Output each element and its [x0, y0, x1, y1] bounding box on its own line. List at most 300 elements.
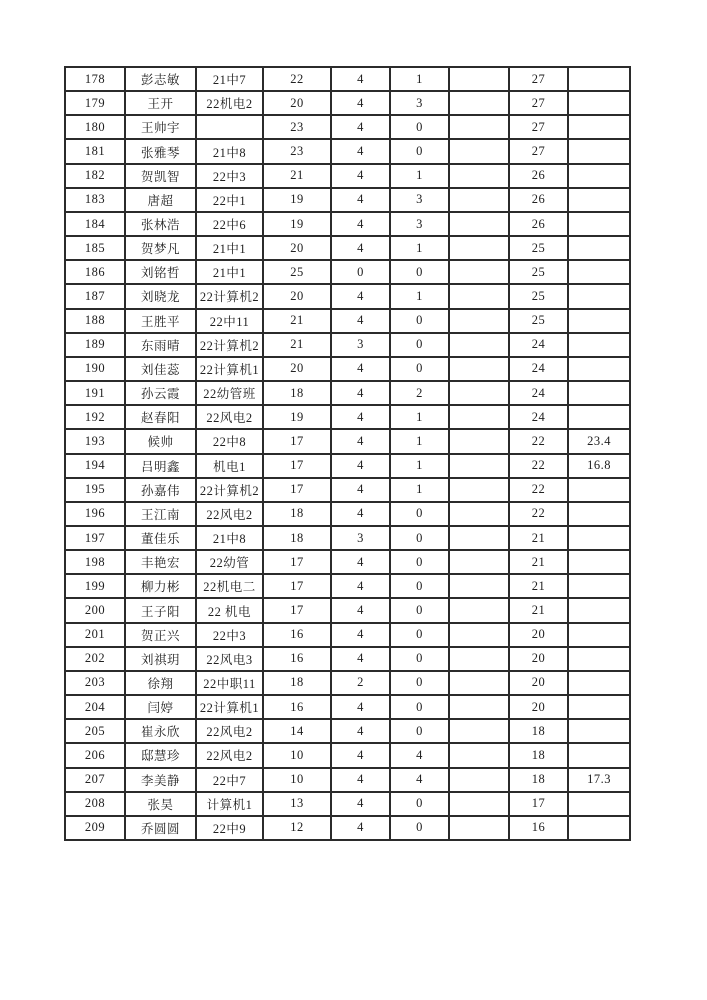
- table-row: [65, 139, 630, 163]
- table-cell: 4: [331, 816, 390, 840]
- table-cell: [449, 405, 509, 429]
- table-cell: 184: [65, 212, 125, 236]
- table-cell: 丰艳宏: [125, 550, 196, 574]
- table-cell: 计算机1: [196, 792, 263, 816]
- table-cell: 22机电2: [196, 91, 263, 115]
- table-cell: [449, 333, 509, 357]
- table-cell: 181: [65, 139, 125, 163]
- table-cell: 乔圆圆: [125, 816, 196, 840]
- table-cell: 贺凯智: [125, 164, 196, 188]
- table-cell: [568, 188, 630, 212]
- table-cell: [449, 357, 509, 381]
- table-row: [65, 91, 630, 115]
- table-cell: 4: [331, 381, 390, 405]
- table-cell: [568, 91, 630, 115]
- table-cell: 194: [65, 454, 125, 478]
- table-cell: 179: [65, 91, 125, 115]
- table-cell: [568, 405, 630, 429]
- table-cell: 0: [390, 502, 449, 526]
- table-cell: 22: [509, 454, 568, 478]
- table-cell: 16.8: [568, 454, 630, 478]
- table-cell: 22风电2: [196, 502, 263, 526]
- table-cell: 22计算机2: [196, 478, 263, 502]
- table-row: [65, 550, 630, 574]
- table-cell: [568, 357, 630, 381]
- table-cell: 崔永欣: [125, 719, 196, 743]
- table-cell: 17: [263, 454, 331, 478]
- table-cell: [449, 454, 509, 478]
- table-row: [65, 67, 630, 91]
- table-row: [65, 212, 630, 236]
- table-cell: 22计算机2: [196, 333, 263, 357]
- table-cell: 189: [65, 333, 125, 357]
- table-cell: 21: [263, 309, 331, 333]
- table-cell: 18: [263, 381, 331, 405]
- table-cell: 17: [263, 598, 331, 622]
- table-cell: 207: [65, 768, 125, 792]
- table-cell: [568, 284, 630, 308]
- table-cell: 0: [390, 695, 449, 719]
- table-cell: 4: [390, 743, 449, 767]
- table-cell: [568, 695, 630, 719]
- table-cell: 22中职11: [196, 671, 263, 695]
- table-cell: 4: [331, 478, 390, 502]
- table-cell: 23: [263, 139, 331, 163]
- table-cell: 22风电2: [196, 743, 263, 767]
- table-cell: 4: [331, 574, 390, 598]
- table-cell: 4: [331, 792, 390, 816]
- table-cell: 22幼管班: [196, 381, 263, 405]
- table-cell: 16: [263, 647, 331, 671]
- table-cell: 25: [509, 236, 568, 260]
- table-cell: [449, 115, 509, 139]
- table-cell: 16: [509, 816, 568, 840]
- table-row: [65, 526, 630, 550]
- table-cell: 李美静: [125, 768, 196, 792]
- table-cell: 22中6: [196, 212, 263, 236]
- table-cell: 22风电2: [196, 405, 263, 429]
- table-cell: 3: [390, 212, 449, 236]
- table-row: [65, 333, 630, 357]
- table-cell: 180: [65, 115, 125, 139]
- table-cell: 刘佳蕊: [125, 357, 196, 381]
- table-cell: 19: [263, 405, 331, 429]
- table-cell: 4: [331, 768, 390, 792]
- table-cell: 4: [331, 719, 390, 743]
- table-cell: 22 机电: [196, 598, 263, 622]
- table-cell: 4: [331, 598, 390, 622]
- table-cell: 王江南: [125, 502, 196, 526]
- table-cell: 22风电3: [196, 647, 263, 671]
- table-cell: 10: [263, 743, 331, 767]
- table-cell: 20: [509, 671, 568, 695]
- table-cell: 2: [331, 671, 390, 695]
- table-cell: 邸慧珍: [125, 743, 196, 767]
- table-cell: [568, 743, 630, 767]
- table-cell: 4: [331, 212, 390, 236]
- table-cell: 2: [390, 381, 449, 405]
- table-cell: 27: [509, 91, 568, 115]
- table-cell: [196, 115, 263, 139]
- table-cell: 24: [509, 405, 568, 429]
- table-row: [65, 405, 630, 429]
- table-cell: 4: [390, 768, 449, 792]
- table-row: [65, 429, 630, 453]
- table-cell: 4: [331, 164, 390, 188]
- table-cell: 191: [65, 381, 125, 405]
- table-cell: 16: [263, 695, 331, 719]
- table-cell: [449, 671, 509, 695]
- table-cell: 吕明鑫: [125, 454, 196, 478]
- table-cell: 20: [509, 695, 568, 719]
- table-cell: 18: [263, 526, 331, 550]
- table-cell: 贺正兴: [125, 623, 196, 647]
- table-cell: [568, 816, 630, 840]
- table-cell: 22中8: [196, 429, 263, 453]
- table-cell: 195: [65, 478, 125, 502]
- table-cell: 21: [263, 164, 331, 188]
- table-cell: 0: [390, 719, 449, 743]
- table-cell: 贺梦凡: [125, 236, 196, 260]
- table-row: [65, 647, 630, 671]
- table-cell: [449, 792, 509, 816]
- table-cell: 27: [509, 67, 568, 91]
- table-cell: 208: [65, 792, 125, 816]
- table-cell: 王胜平: [125, 309, 196, 333]
- table-cell: 4: [331, 188, 390, 212]
- table-cell: 0: [390, 792, 449, 816]
- table-cell: 22: [263, 67, 331, 91]
- table-row: [65, 115, 630, 139]
- table-cell: [449, 695, 509, 719]
- table-cell: 192: [65, 405, 125, 429]
- table-row: [65, 357, 630, 381]
- table-cell: 190: [65, 357, 125, 381]
- table-cell: 3: [331, 333, 390, 357]
- table-cell: 4: [331, 91, 390, 115]
- table-cell: 1: [390, 454, 449, 478]
- table-row: [65, 478, 630, 502]
- table-cell: 0: [390, 623, 449, 647]
- table-cell: 21中8: [196, 139, 263, 163]
- table-cell: 0: [390, 550, 449, 574]
- table-cell: 18: [509, 768, 568, 792]
- table-cell: [449, 623, 509, 647]
- table-cell: 柳力彬: [125, 574, 196, 598]
- table-cell: 19: [263, 188, 331, 212]
- table-cell: 4: [331, 647, 390, 671]
- table-cell: [568, 502, 630, 526]
- table-cell: 20: [263, 357, 331, 381]
- table-cell: 闫婷: [125, 695, 196, 719]
- table-cell: 21中8: [196, 526, 263, 550]
- table-cell: 206: [65, 743, 125, 767]
- table-row: [65, 574, 630, 598]
- table-cell: [568, 719, 630, 743]
- table-cell: 200: [65, 598, 125, 622]
- table-cell: 0: [390, 260, 449, 284]
- table-cell: [449, 67, 509, 91]
- table-cell: [449, 768, 509, 792]
- table-cell: 22计算机2: [196, 284, 263, 308]
- table-cell: 20: [263, 91, 331, 115]
- table-cell: 0: [331, 260, 390, 284]
- table-cell: 199: [65, 574, 125, 598]
- table-cell: 22中9: [196, 816, 263, 840]
- table-cell: [568, 792, 630, 816]
- table-cell: [449, 260, 509, 284]
- table-cell: 4: [331, 429, 390, 453]
- table-cell: [568, 139, 630, 163]
- table-cell: [568, 478, 630, 502]
- table-cell: 0: [390, 671, 449, 695]
- table-cell: 20: [509, 647, 568, 671]
- table-cell: 徐翔: [125, 671, 196, 695]
- table-cell: 18: [263, 671, 331, 695]
- table-cell: [449, 478, 509, 502]
- table-row: [65, 792, 630, 816]
- table-cell: 22中7: [196, 768, 263, 792]
- table-row: [65, 671, 630, 695]
- table-row: [65, 623, 630, 647]
- table-cell: 198: [65, 550, 125, 574]
- table-cell: 22: [509, 429, 568, 453]
- table-cell: 26: [509, 188, 568, 212]
- table-cell: 17: [263, 574, 331, 598]
- table-cell: 0: [390, 309, 449, 333]
- table-cell: [568, 67, 630, 91]
- table-cell: [568, 526, 630, 550]
- table-cell: [449, 502, 509, 526]
- table-cell: 4: [331, 139, 390, 163]
- table-cell: 0: [390, 816, 449, 840]
- table-cell: 4: [331, 623, 390, 647]
- table-cell: 17: [509, 792, 568, 816]
- table-cell: [449, 647, 509, 671]
- table-cell: 17: [263, 550, 331, 574]
- table-cell: [568, 671, 630, 695]
- table-row: [65, 719, 630, 743]
- table-cell: [449, 139, 509, 163]
- table-cell: 21中1: [196, 260, 263, 284]
- table-cell: 17: [263, 478, 331, 502]
- table-cell: 197: [65, 526, 125, 550]
- table-cell: 彭志敏: [125, 67, 196, 91]
- table-cell: 孙云霞: [125, 381, 196, 405]
- table-cell: 1: [390, 236, 449, 260]
- table-row: [65, 260, 630, 284]
- table-row: [65, 768, 630, 792]
- table-cell: [568, 309, 630, 333]
- table-cell: 18: [509, 743, 568, 767]
- table-cell: 18: [263, 502, 331, 526]
- table-cell: 21中7: [196, 67, 263, 91]
- table-cell: 20: [263, 284, 331, 308]
- table-cell: 202: [65, 647, 125, 671]
- table-cell: [449, 309, 509, 333]
- table-cell: [568, 164, 630, 188]
- table-cell: 0: [390, 115, 449, 139]
- table-cell: 4: [331, 695, 390, 719]
- table-cell: 东雨晴: [125, 333, 196, 357]
- table-cell: 4: [331, 67, 390, 91]
- table-cell: 4: [331, 502, 390, 526]
- table-cell: 22中1: [196, 188, 263, 212]
- table-cell: 董佳乐: [125, 526, 196, 550]
- table-row: [65, 236, 630, 260]
- table-cell: 204: [65, 695, 125, 719]
- table-cell: 1: [390, 164, 449, 188]
- table-cell: 205: [65, 719, 125, 743]
- table-cell: 203: [65, 671, 125, 695]
- table-cell: 张昊: [125, 792, 196, 816]
- table-row: [65, 598, 630, 622]
- table-cell: [568, 623, 630, 647]
- table-cell: 21: [509, 550, 568, 574]
- table-cell: 10: [263, 768, 331, 792]
- table-cell: 4: [331, 357, 390, 381]
- table-cell: 19: [263, 212, 331, 236]
- table-cell: 22中11: [196, 309, 263, 333]
- table-cell: [449, 598, 509, 622]
- table-cell: 候帅: [125, 429, 196, 453]
- table-cell: 3: [331, 526, 390, 550]
- table-row: [65, 309, 630, 333]
- table-cell: 22计算机1: [196, 695, 263, 719]
- table-cell: 4: [331, 454, 390, 478]
- table-cell: 4: [331, 550, 390, 574]
- table-cell: 王帅宇: [125, 115, 196, 139]
- table-cell: 赵春阳: [125, 405, 196, 429]
- table-cell: 4: [331, 309, 390, 333]
- table-cell: 22: [509, 478, 568, 502]
- table-cell: [449, 381, 509, 405]
- table-cell: 17: [263, 429, 331, 453]
- table-cell: 27: [509, 139, 568, 163]
- table-cell: 22中3: [196, 623, 263, 647]
- table-cell: 1: [390, 67, 449, 91]
- table-cell: [568, 260, 630, 284]
- table-cell: 4: [331, 236, 390, 260]
- table-cell: 193: [65, 429, 125, 453]
- table-cell: 22幼管: [196, 550, 263, 574]
- table-cell: [568, 574, 630, 598]
- table-cell: [449, 550, 509, 574]
- table-cell: 21中1: [196, 236, 263, 260]
- table-cell: 0: [390, 526, 449, 550]
- table-cell: 13: [263, 792, 331, 816]
- table-cell: 178: [65, 67, 125, 91]
- table-cell: 22机电二: [196, 574, 263, 598]
- table-cell: [568, 333, 630, 357]
- table-cell: 22: [509, 502, 568, 526]
- table-cell: [568, 212, 630, 236]
- table-cell: 张林浩: [125, 212, 196, 236]
- table-cell: [568, 115, 630, 139]
- table-cell: [449, 188, 509, 212]
- table-cell: 王开: [125, 91, 196, 115]
- table-cell: 刘铭哲: [125, 260, 196, 284]
- table-cell: 187: [65, 284, 125, 308]
- table-cell: 24: [509, 333, 568, 357]
- table-row: [65, 743, 630, 767]
- table-cell: 24: [509, 357, 568, 381]
- table-cell: [449, 816, 509, 840]
- table-cell: 185: [65, 236, 125, 260]
- table-cell: 23.4: [568, 429, 630, 453]
- table-row: [65, 284, 630, 308]
- table-row: [65, 816, 630, 840]
- table-cell: 张雅琴: [125, 139, 196, 163]
- table-cell: [449, 91, 509, 115]
- table-cell: 16: [263, 623, 331, 647]
- table-cell: 20: [509, 623, 568, 647]
- table-cell: [449, 526, 509, 550]
- table-cell: 188: [65, 309, 125, 333]
- table-cell: [449, 743, 509, 767]
- table-cell: 22计算机1: [196, 357, 263, 381]
- table-cell: 机电1: [196, 454, 263, 478]
- table-cell: [568, 236, 630, 260]
- table-cell: 0: [390, 139, 449, 163]
- table-cell: 26: [509, 212, 568, 236]
- table-cell: 1: [390, 284, 449, 308]
- table-row: [65, 695, 630, 719]
- table-cell: [568, 598, 630, 622]
- table-cell: [449, 284, 509, 308]
- table-cell: 王子阳: [125, 598, 196, 622]
- table-cell: [568, 647, 630, 671]
- table-row: [65, 164, 630, 188]
- table-row: [65, 188, 630, 212]
- table-cell: 25: [509, 284, 568, 308]
- table-cell: [449, 574, 509, 598]
- table-cell: 0: [390, 574, 449, 598]
- table-cell: [449, 212, 509, 236]
- table-cell: 25: [509, 309, 568, 333]
- table-cell: 18: [509, 719, 568, 743]
- table-cell: [449, 429, 509, 453]
- table-cell: 209: [65, 816, 125, 840]
- table-cell: 26: [509, 164, 568, 188]
- table-cell: 182: [65, 164, 125, 188]
- table-cell: 12: [263, 816, 331, 840]
- table-cell: 25: [263, 260, 331, 284]
- table-cell: 24: [509, 381, 568, 405]
- table-row: [65, 381, 630, 405]
- table-cell: 21: [509, 526, 568, 550]
- table-cell: 22风电2: [196, 719, 263, 743]
- table-cell: 27: [509, 115, 568, 139]
- table-cell: 21: [509, 574, 568, 598]
- table-cell: 1: [390, 429, 449, 453]
- table-cell: 4: [331, 115, 390, 139]
- table-cell: 14: [263, 719, 331, 743]
- table-cell: 183: [65, 188, 125, 212]
- table-cell: 0: [390, 598, 449, 622]
- table-cell: 22中3: [196, 164, 263, 188]
- table-cell: 196: [65, 502, 125, 526]
- table-cell: 25: [509, 260, 568, 284]
- table-cell: 0: [390, 333, 449, 357]
- table-cell: 4: [331, 284, 390, 308]
- table-cell: [568, 381, 630, 405]
- table-cell: 1: [390, 478, 449, 502]
- table-cell: 4: [331, 405, 390, 429]
- table-cell: 201: [65, 623, 125, 647]
- table-row: [65, 502, 630, 526]
- table-cell: 186: [65, 260, 125, 284]
